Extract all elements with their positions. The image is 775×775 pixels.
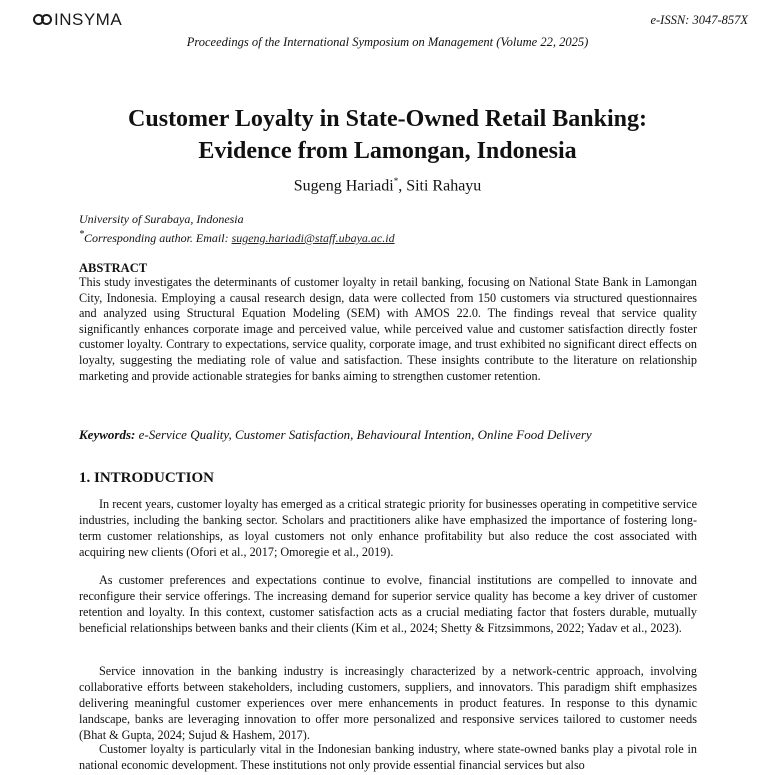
issn: e-ISSN: 3047-857X (650, 13, 748, 27)
affiliation: University of Surabaya, Indonesia (79, 212, 244, 226)
authors (0, 176, 775, 195)
introduction-heading: 1. INTRODUCTION (79, 470, 215, 486)
proceedings-header: Proceedings of the International Symposium on Management (Volume 22, 2025) (186, 35, 589, 49)
intro-paragraph: In recent years, customer loyalty has emerged as a critical strategic priority for businesses operating in competitive service industries, including the banking sector. Scholars and practitioners alike have emphasized the importance of fostering long-term customer relationships, as loyal customers not only enhance profitability but also reduce the cost associated with acquiring new clients (Ofori et al., 2017; Omoregie et al., 2019). (79, 497, 697, 559)
corresponding-label: Corresponding author. Email: (84, 231, 232, 245)
intro-paragraph: As customer preferences and expectations continue to evolve, financial institutions are compelled to innovate and reconfigure their service offerings. The increasing demand for superior service quality has become a key driver of customer retention and loyalty. In this context, customer satisfaction acts as a crucial mediating factor that fosters durable, mutually beneficial relationships between banks and their clients (Kim et al., 2024; Shetty & Fitzsimmons, 2022; Yadav et al., 2023). (79, 573, 697, 635)
insyma-logo (33, 10, 122, 30)
corresponding-mark: * (79, 229, 84, 240)
logo-text: INSYMA (54, 10, 123, 29)
author-separator: , (398, 177, 407, 195)
keywords-text: e-Service Quality, Customer Satisfaction, Behavioural Intention, Online Food Delivery (135, 427, 592, 442)
keywords (79, 427, 592, 443)
intro-paragraph: Customer loyalty is particularly vital in the Indonesian banking industry, where state-owned banks play a pivotal role in national economic development. These institutions not only provide essential financial services but also (79, 742, 697, 772)
abstract-text: This study investigates the determinants of customer loyalty in retail banking, focusing on National State Bank in Lamongan City, Indonesia. Employing a causal research design, data were collected from 150 customers via structured questionnaires and analyzed using Structural Equation Modeling (SEM) with AMOS 22.0. The findings reveal that service quality significantly enhances corporate image and perceived value, while perceived value and customer satisfaction directly foster customer loyalty. Contrary to expectations, service quality, corporate image, and trust exhibited no significant direct effects on loyalty, suggesting the mediating role of value and satisfaction. These insights contribute to the literature on relationship marketing and provide actionable strategies for banks aiming to strengthen customer retention. (79, 275, 697, 383)
corresponding-email-link[interactable]: sugeng.hariadi@staff.ubaya.ac.id (231, 231, 395, 245)
keywords-label: Keywords: (79, 427, 136, 442)
affiliation-block (79, 212, 395, 246)
author-2: Siti Rahayu (406, 177, 482, 195)
title-line-2: Evidence from Lamongan, Indonesia (198, 138, 577, 164)
paper-title (40, 103, 735, 167)
author-1: Sugeng Hariadi (293, 177, 394, 195)
author-1-mark: * (393, 176, 399, 186)
abstract-heading: ABSTRACT (79, 261, 148, 275)
intro-paragraph: Service innovation in the banking industry is increasingly characterized by a network-centric approach, involving collaborative efforts between stakeholders, including customers, suppliers, and innovators. This paradigm shift emphasizes delivering meaningful customer experiences over mere enhancements in product features. In response to this dynamic landscape, banks are leveraging innovation to offer more personalized and responsive services tailored to customer needs (Bhat & Gupta, 2024; Sujud & Hashem, 2017). (79, 664, 697, 742)
corresponding-author (79, 227, 395, 246)
double-ring-icon (33, 13, 53, 27)
title-line-1: Customer Loyalty in State-Owned Retail Banking: (128, 106, 647, 132)
